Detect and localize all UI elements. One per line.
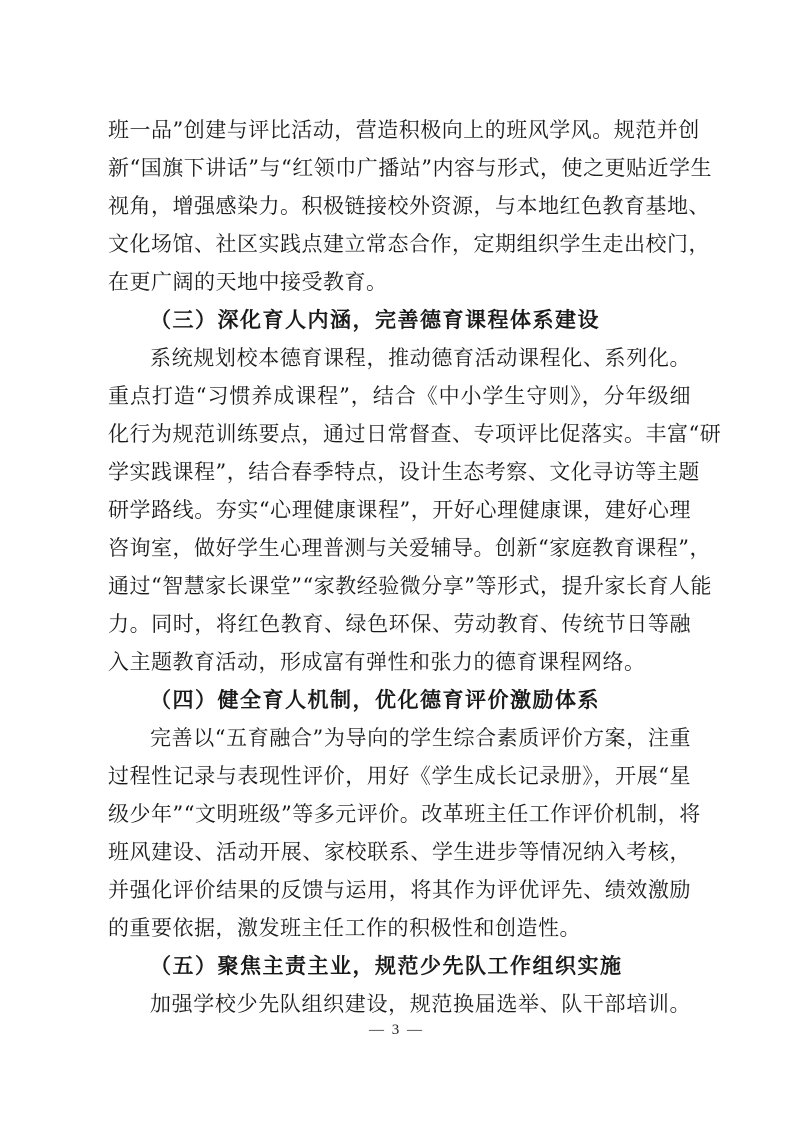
paragraph-line: 班风建设、活动开展、家校联系、学生进步等情况纳入考核，: [108, 840, 691, 864]
paragraph-line: 系统规划校本德育课程，推动德育活动课程化、系列化。: [150, 346, 691, 370]
paragraph-line: 新“国旗下讲话”与“红领巾广播站”内容与形式，使之更贴近学生: [108, 156, 712, 180]
paragraph-line: 完善以“五育融合”为导向的学生综合素质评价方案，注重: [150, 726, 691, 750]
paragraph-line: 入主题教育活动，形成富有弹性和张力的德育课程网络。: [108, 650, 646, 674]
paragraph-line: 通过“智慧家长课堂”“家教经验微分享”等形式，提升家长育人能: [108, 574, 712, 598]
paragraph-line: 视角，增强感染力。积极链接校外资源，与本地红色教育基地、: [108, 194, 710, 218]
paragraph-line: 咨询室，做好学生心理普测与关爱辅导。创新“家庭教育课程”，: [108, 536, 711, 560]
paragraph-line: 研学路线。夯实“心理健康课程”，开好心理健康课，建好心理: [108, 498, 691, 522]
paragraph-line: 文化场馆、社区实践点建立常态合作，定期组织学生走出校门，: [108, 232, 710, 256]
section-heading-5: （五）聚焦主责主业，规范少先队工作组织实施: [150, 953, 623, 978]
paragraph-line: 的重要依据，激发班主任工作的积极性和创造性。: [108, 916, 581, 940]
paragraph-line: 力。同时，将红色教育、绿色环保、劳动教育、传统节日等融: [108, 612, 691, 636]
paragraph-line: 在更广阔的天地中接受教育。: [108, 270, 388, 294]
paragraph-line: 班一品”创建与评比活动，营造积极向上的班风学风。规范并创: [108, 118, 700, 142]
paragraph-line: 化行为规范训练要点，通过日常督查、专项评比促落实。丰富“研: [108, 422, 722, 446]
paragraph-line: 加强学校少先队组织建设，规范换届选举、队干部培训。: [150, 992, 691, 1016]
paragraph-line: 并强化评价结果的反馈与运用，将其作为评优评先、绩效激励: [108, 878, 691, 902]
section-heading-4: （四）健全育人机制，优化德育评价激励体系: [150, 687, 600, 712]
paragraph-line: 重点打造“习惯养成课程”，结合《中小学生守则》，分年级细: [108, 384, 691, 408]
paragraph-line: 过程性记录与表现性评价，用好《学生成长记录册》，开展“星: [108, 764, 691, 788]
page-number: — 3 —: [369, 1022, 424, 1038]
paragraph-line: 级少年”“文明班级”等多元评价。改革班主任工作评价机制，将: [108, 802, 701, 826]
paragraph-line: 学实践课程”，结合春季特点，设计生态考察、文化寻访等主题: [108, 460, 700, 484]
section-heading-3: （三）深化育人内涵，完善德育课程体系建设: [150, 307, 600, 332]
